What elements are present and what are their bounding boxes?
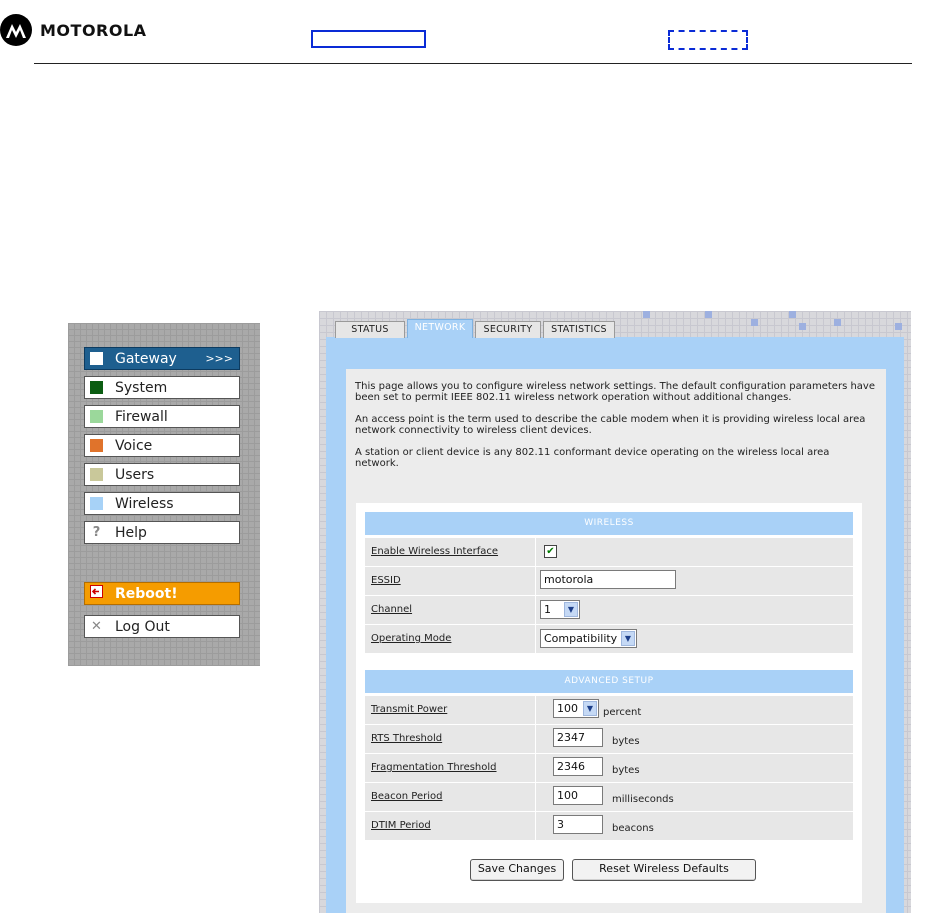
cell-divider [535,696,536,724]
nav-item-label: Reboot! [115,585,178,602]
header-dashed-box [668,30,748,50]
nav-item-firewall[interactable] [84,405,240,428]
cell-divider [535,783,536,811]
nav-item-label: System [115,379,168,396]
advanced-section-header: ADVANCED SETUP [365,670,853,693]
decor-square [705,311,712,318]
reset-wireless-defaults-button[interactable]: Reset Wireless Defaults [572,859,756,881]
dtim-period-unit: beacons [612,823,654,834]
nav-item-wireless[interactable] [84,492,240,515]
system-color-icon [90,381,103,394]
users-color-icon [90,468,103,481]
wireless-section-header: WIRELESS [365,512,853,535]
side-nav [68,323,260,666]
decor-square [895,323,902,330]
chevrons-icon: >>> [205,352,233,365]
nav-item-label: Wireless [115,495,174,512]
gateway-color-icon [90,352,103,365]
wireless-color-icon [90,497,103,510]
nav-item-label: Firewall [115,408,168,425]
transmit-power-label[interactable]: Transmit Power [371,704,448,715]
fragmentation-threshold-input[interactable]: 2346 [553,757,603,776]
nav-item-help[interactable] [84,521,240,544]
save-changes-button[interactable]: Save Changes [470,859,564,881]
row-enable-wireless [365,538,853,566]
operating-mode-value: Compatibility [544,632,618,645]
transmit-power-unit: percent [603,707,642,718]
exit-arrow-icon [90,585,103,602]
header-solid-box [311,30,426,48]
tab-statistics[interactable]: STATISTICS [543,321,615,338]
row-channel [365,596,853,624]
intro-paragraph: An access point is the term used to describe the cable modem when it is providing wireless local area network connectivity to wireless client devices. [355,414,866,436]
transmit-power-select[interactable] [553,699,599,718]
tab-bar [335,321,615,338]
intro-paragraph: A station or client device is any 802.11 conformant device operating on the wireless local area network. [355,447,830,469]
motorola-logo-icon [0,14,32,46]
essid-input[interactable]: motorola [540,570,676,589]
nav-item-system[interactable] [84,376,240,399]
dtim-period-label[interactable]: DTIM Period [371,820,431,831]
nav-item-label: Users [115,466,155,483]
cell-divider [535,596,536,624]
fragmentation-threshold-label[interactable]: Fragmentation Threshold [371,762,497,773]
cell-divider [535,812,536,840]
channel-select[interactable] [540,600,580,619]
enable-wireless-label[interactable]: Enable Wireless Interface [371,546,499,557]
nav-item-voice[interactable] [84,434,240,457]
row-rts-threshold [365,725,853,753]
nav-item-gateway[interactable] [84,347,240,370]
cell-divider [535,538,536,566]
cell-divider [535,725,536,753]
tab-network[interactable]: NETWORK [407,319,473,338]
rts-threshold-label[interactable]: RTS Threshold [371,733,443,744]
chevron-down-icon: ▼ [621,631,635,646]
cell-divider [535,754,536,782]
question-icon: ? [92,525,101,540]
chevron-down-icon: ▼ [564,602,578,617]
rts-threshold-unit: bytes [612,736,640,747]
decor-square [799,323,806,330]
nav-item-label: Help [115,524,147,541]
cell-divider [535,567,536,595]
tab-status[interactable]: STATUS [335,321,405,338]
brand-name: MOTOROLA [40,20,147,40]
nav-item-label: Log Out [115,618,170,635]
x-icon: ✕ [91,619,102,634]
voice-color-icon [90,439,103,452]
decor-square [643,311,650,318]
intro-paragraph: This page allows you to configure wireless network settings. The default configuration parameters have been set to permit IEEE 802.11 wireless network operation without additional changes. [355,381,875,403]
operating-mode-select[interactable] [540,629,637,648]
tab-security[interactable]: SECURITY [475,321,541,338]
channel-label[interactable]: Channel [371,604,413,615]
nav-item-label: Voice [115,437,153,454]
decor-square [751,319,758,326]
chevron-down-icon: ▼ [583,701,597,716]
row-beacon-period [365,783,853,811]
transmit-power-value: 100 [557,702,578,715]
brand [0,12,147,48]
channel-value: 1 [544,603,551,616]
fragmentation-threshold-unit: bytes [612,765,640,776]
firewall-color-icon [90,410,103,423]
intro-text [355,381,875,480]
nav-item-logout[interactable] [84,615,240,638]
header-divider [34,63,912,64]
beacon-period-unit: milliseconds [612,794,674,805]
rts-threshold-input[interactable]: 2347 [553,728,603,747]
beacon-period-input[interactable]: 100 [553,786,603,805]
nav-item-label: Gateway [115,350,177,367]
decor-square [834,319,841,326]
beacon-period-label[interactable]: Beacon Period [371,791,443,802]
decor-square [789,311,796,318]
nav-item-reboot[interactable] [84,582,240,605]
essid-label[interactable]: ESSID [371,575,401,586]
cell-divider [535,625,536,653]
row-dtim-period [365,812,853,840]
nav-item-users[interactable] [84,463,240,486]
enable-wireless-checkbox[interactable]: ✔ [544,545,557,558]
operating-mode-label[interactable]: Operating Mode [371,633,452,644]
row-fragmentation-threshold [365,754,853,782]
dtim-period-input[interactable]: 3 [553,815,603,834]
